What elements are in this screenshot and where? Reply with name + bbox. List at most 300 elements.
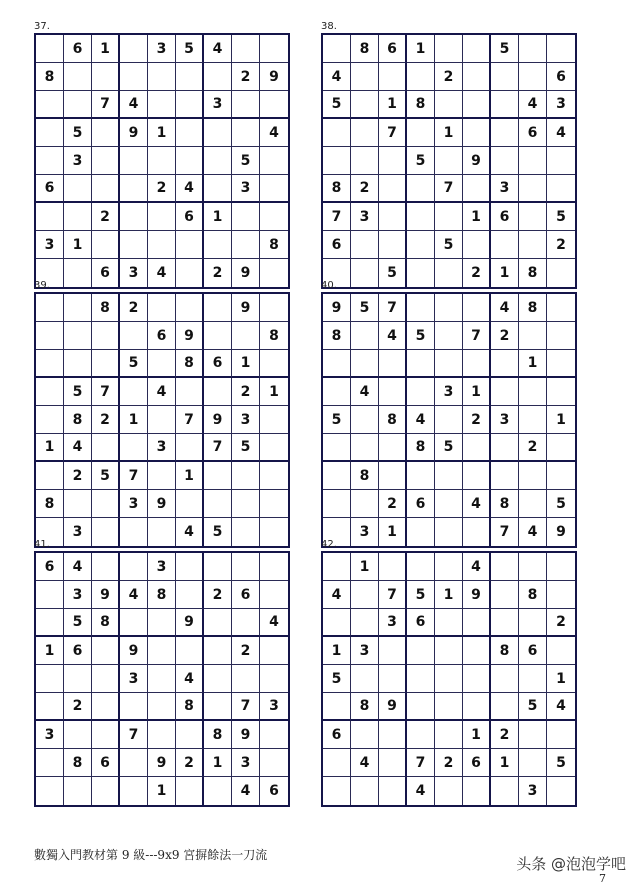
sudoku-cell: 1 bbox=[232, 350, 260, 378]
sudoku-cell bbox=[491, 609, 519, 637]
sudoku-cell bbox=[204, 294, 232, 322]
sudoku-cell: 3 bbox=[148, 553, 176, 581]
sudoku-cell bbox=[204, 777, 232, 805]
sudoku-cell bbox=[351, 63, 379, 91]
sudoku-cell bbox=[519, 231, 547, 259]
sudoku-cell: 6 bbox=[547, 63, 575, 91]
sudoku-cell bbox=[379, 378, 407, 406]
sudoku-cell bbox=[351, 777, 379, 805]
sudoku-cell bbox=[232, 322, 260, 350]
sudoku-cell: 2 bbox=[519, 434, 547, 462]
sudoku-cell bbox=[120, 147, 148, 175]
puzzle-label: 37. bbox=[34, 21, 50, 32]
sudoku-cell bbox=[92, 777, 120, 805]
sudoku-cell bbox=[547, 553, 575, 581]
sudoku-cell bbox=[435, 294, 463, 322]
sudoku-cell bbox=[463, 175, 491, 203]
sudoku-cell bbox=[92, 490, 120, 518]
sudoku-cell: 5 bbox=[435, 231, 463, 259]
sudoku-cell: 4 bbox=[351, 378, 379, 406]
sudoku-cell: 9 bbox=[204, 406, 232, 434]
sudoku-cell bbox=[120, 175, 148, 203]
sudoku-cell bbox=[407, 175, 435, 203]
sudoku-cell bbox=[379, 175, 407, 203]
sudoku-cell: 8 bbox=[323, 175, 351, 203]
sudoku-cell bbox=[260, 462, 288, 490]
sudoku-cell: 8 bbox=[519, 294, 547, 322]
sudoku-cell bbox=[491, 231, 519, 259]
sudoku-cell: 9 bbox=[556, 524, 566, 540]
sudoku-cell bbox=[323, 749, 351, 777]
sudoku-cell bbox=[64, 175, 92, 203]
sudoku-cell: 5 bbox=[351, 294, 379, 322]
sudoku-cell bbox=[148, 609, 176, 637]
sudoku-cell: 5 bbox=[519, 693, 547, 721]
sudoku-cell bbox=[407, 553, 435, 581]
sudoku-cell bbox=[232, 490, 260, 518]
sudoku-cell: 6 bbox=[379, 35, 407, 63]
sudoku-cell bbox=[92, 665, 120, 693]
sudoku-cell: 4 bbox=[491, 294, 519, 322]
sudoku-cell: 9 bbox=[176, 322, 204, 350]
sudoku-cell: 6 bbox=[519, 119, 547, 147]
sudoku-grid bbox=[34, 551, 290, 807]
sudoku-cell bbox=[323, 35, 351, 63]
sudoku-cell: 2 bbox=[148, 175, 176, 203]
sudoku-cell bbox=[36, 147, 64, 175]
sudoku-cell: 9 bbox=[232, 259, 260, 287]
sudoku-cell bbox=[491, 462, 519, 490]
sudoku-cell bbox=[92, 637, 120, 665]
sudoku-cell bbox=[64, 350, 92, 378]
sudoku-cell: 6 bbox=[463, 749, 491, 777]
sudoku-cell bbox=[519, 609, 547, 637]
sudoku-cell bbox=[148, 63, 176, 91]
sudoku-cell bbox=[176, 637, 204, 665]
sudoku-cell bbox=[148, 147, 176, 175]
sudoku-cell bbox=[323, 490, 351, 518]
sudoku-cell: 3 bbox=[435, 378, 463, 406]
sudoku-cell: 8 bbox=[351, 35, 379, 63]
puzzle-label: 40. bbox=[321, 280, 337, 291]
sudoku-cell bbox=[120, 203, 148, 231]
sudoku-cell bbox=[379, 350, 407, 378]
sudoku-cell: 1 bbox=[64, 231, 92, 259]
sudoku-cell bbox=[463, 350, 491, 378]
sudoku-cell bbox=[407, 119, 435, 147]
sudoku-cell bbox=[435, 259, 463, 287]
sudoku-cell bbox=[260, 749, 288, 777]
sudoku-cell bbox=[379, 462, 407, 490]
sudoku-cell bbox=[64, 721, 92, 749]
sudoku-cell bbox=[260, 665, 288, 693]
sudoku-cell: 4 bbox=[232, 777, 260, 805]
sudoku-cell bbox=[435, 665, 463, 693]
sudoku-cell: 8 bbox=[36, 63, 64, 91]
sudoku-cell bbox=[463, 231, 491, 259]
sudoku-cell: 5 bbox=[491, 35, 519, 63]
sudoku-cell bbox=[176, 231, 204, 259]
sudoku-cell bbox=[351, 231, 379, 259]
sudoku-cell bbox=[435, 406, 463, 434]
sudoku-cell bbox=[519, 490, 547, 518]
sudoku-cell bbox=[260, 294, 288, 322]
sudoku-cell bbox=[435, 203, 463, 231]
sudoku-cell bbox=[232, 35, 260, 63]
sudoku-cell bbox=[176, 777, 204, 805]
sudoku-cell: 8 bbox=[260, 231, 288, 259]
sudoku-cell bbox=[463, 777, 491, 805]
sudoku-cell bbox=[260, 553, 288, 581]
sudoku-cell: 4 bbox=[120, 581, 148, 609]
sudoku-cell bbox=[407, 203, 435, 231]
sudoku-cell: 8 bbox=[407, 434, 435, 462]
sudoku-cell: 8 bbox=[323, 322, 351, 350]
sudoku-cell bbox=[491, 665, 519, 693]
sudoku-cell bbox=[323, 693, 351, 721]
sudoku-cell: 1 bbox=[463, 721, 491, 749]
sudoku-cell bbox=[351, 91, 379, 119]
sudoku-cell: 7 bbox=[379, 119, 407, 147]
sudoku-cell bbox=[92, 434, 120, 462]
puzzle-label: 39. bbox=[34, 280, 50, 291]
sudoku-cell bbox=[351, 259, 379, 287]
sudoku-cell bbox=[204, 231, 232, 259]
sudoku-cell: 4 bbox=[463, 490, 491, 518]
sudoku-cell bbox=[148, 721, 176, 749]
sudoku-cell bbox=[463, 609, 491, 637]
sudoku-cell bbox=[407, 231, 435, 259]
sudoku-cell bbox=[407, 63, 435, 91]
sudoku-cell bbox=[323, 462, 351, 490]
sudoku-cell: 5 bbox=[547, 203, 575, 231]
sudoku-cell bbox=[232, 609, 260, 637]
sudoku-cell: 8 bbox=[176, 350, 204, 378]
sudoku-cell: 9 bbox=[176, 609, 204, 637]
sudoku-cell: 8 bbox=[204, 721, 232, 749]
sudoku-cell: 4 bbox=[204, 35, 232, 63]
sudoku-cell bbox=[519, 721, 547, 749]
sudoku-cell: 3 bbox=[232, 175, 260, 203]
sudoku-cell bbox=[435, 518, 463, 546]
sudoku-cell bbox=[36, 203, 64, 231]
sudoku-cell: 4 bbox=[379, 322, 407, 350]
sudoku-cell bbox=[519, 203, 547, 231]
sudoku-cell: 2 bbox=[204, 581, 232, 609]
sudoku-cell: 6 bbox=[148, 322, 176, 350]
sudoku-cell bbox=[491, 434, 519, 462]
sudoku-cell: 5 bbox=[435, 434, 463, 462]
sudoku-cell: 1 bbox=[435, 581, 463, 609]
sudoku-cell: 7 bbox=[204, 434, 232, 462]
sudoku-cell bbox=[351, 322, 379, 350]
sudoku-cell bbox=[435, 350, 463, 378]
sudoku-cell bbox=[407, 518, 435, 546]
sudoku-grid bbox=[321, 292, 577, 548]
sudoku-cell: 4 bbox=[519, 518, 547, 546]
sudoku-cell bbox=[519, 175, 547, 203]
sudoku-cell bbox=[323, 777, 351, 805]
sudoku-cell: 9 bbox=[463, 581, 491, 609]
sudoku-cell bbox=[232, 231, 260, 259]
sudoku-cell bbox=[64, 490, 92, 518]
sudoku-cell: 6 bbox=[64, 637, 92, 665]
sudoku-cell: 4 bbox=[547, 119, 575, 147]
sudoku-cell bbox=[323, 119, 351, 147]
sudoku-cell bbox=[64, 294, 92, 322]
sudoku-cell: 4 bbox=[64, 434, 92, 462]
sudoku-cell: 6 bbox=[519, 637, 547, 665]
sudoku-cell: 3 bbox=[351, 637, 379, 665]
sudoku-cell bbox=[120, 322, 148, 350]
sudoku-cell bbox=[463, 693, 491, 721]
sudoku-cell bbox=[407, 350, 435, 378]
sudoku-cell bbox=[64, 63, 92, 91]
sudoku-cell: 5 bbox=[92, 462, 120, 490]
sudoku-cell: 4 bbox=[148, 259, 176, 287]
page-number: 7 bbox=[599, 872, 606, 885]
sudoku-cell bbox=[519, 749, 547, 777]
sudoku-cell: 8 bbox=[64, 406, 92, 434]
sudoku-cell bbox=[463, 91, 491, 119]
sudoku-cell: 1 bbox=[379, 91, 407, 119]
sudoku-cell: 8 bbox=[176, 693, 204, 721]
sudoku-cell bbox=[36, 665, 64, 693]
sudoku-cell bbox=[323, 378, 351, 406]
sudoku-cell bbox=[204, 637, 232, 665]
sudoku-cell: 9 bbox=[232, 294, 260, 322]
sudoku-cell: 5 bbox=[204, 518, 232, 546]
sudoku-cell: 5 bbox=[323, 406, 351, 434]
sudoku-cell: 7 bbox=[491, 518, 519, 546]
sudoku-cell bbox=[547, 35, 575, 63]
sudoku-cell bbox=[351, 581, 379, 609]
sudoku-cell bbox=[232, 91, 260, 119]
sudoku-cell bbox=[64, 322, 92, 350]
sudoku-cell: 4 bbox=[64, 553, 92, 581]
watermark: 头条 @泡泡学吧 bbox=[516, 855, 626, 873]
sudoku-cell: 2 bbox=[92, 406, 120, 434]
sudoku-cell: 9 bbox=[148, 490, 176, 518]
sudoku-cell bbox=[176, 147, 204, 175]
sudoku-cell: 9 bbox=[120, 637, 148, 665]
sudoku-cell: 8 bbox=[92, 294, 120, 322]
sudoku-cell: 1 bbox=[148, 119, 176, 147]
sudoku-cell: 9 bbox=[120, 119, 148, 147]
sudoku-cell bbox=[351, 434, 379, 462]
sudoku-cell: 7 bbox=[407, 749, 435, 777]
sudoku-cell bbox=[176, 434, 204, 462]
sudoku-cell: 8 bbox=[64, 749, 92, 777]
sudoku-cell bbox=[260, 490, 288, 518]
sudoku-cell bbox=[148, 637, 176, 665]
sudoku-cell bbox=[120, 553, 148, 581]
sudoku-cell bbox=[407, 259, 435, 287]
sudoku-cell bbox=[120, 434, 148, 462]
sudoku-cell: 5 bbox=[323, 91, 351, 119]
sudoku-cell bbox=[260, 721, 288, 749]
sudoku-cell: 2 bbox=[120, 294, 148, 322]
sudoku-cell: 6 bbox=[36, 553, 64, 581]
sudoku-cell: 3 bbox=[547, 91, 575, 119]
sudoku-cell: 3 bbox=[64, 581, 92, 609]
sudoku-cell bbox=[176, 490, 204, 518]
sudoku-cell bbox=[491, 147, 519, 175]
sudoku-cell: 5 bbox=[64, 378, 92, 406]
sudoku-cell: 1 bbox=[36, 434, 64, 462]
sudoku-cell bbox=[463, 518, 491, 546]
sudoku-cell: 3 bbox=[491, 175, 519, 203]
sudoku-cell bbox=[547, 259, 575, 287]
sudoku-cell: 1 bbox=[379, 518, 407, 546]
sudoku-cell bbox=[36, 91, 64, 119]
sudoku-cell: 2 bbox=[351, 175, 379, 203]
sudoku-cell bbox=[204, 490, 232, 518]
sudoku-cell bbox=[379, 665, 407, 693]
sudoku-cell bbox=[260, 637, 288, 665]
sudoku-cell: 2 bbox=[92, 203, 120, 231]
sudoku-cell bbox=[92, 175, 120, 203]
sudoku-cell: 3 bbox=[491, 406, 519, 434]
sudoku-cell bbox=[547, 378, 575, 406]
sudoku-cell bbox=[92, 63, 120, 91]
sudoku-cell: 5 bbox=[407, 322, 435, 350]
sudoku-cell: 2 bbox=[547, 231, 575, 259]
sudoku-cell bbox=[379, 777, 407, 805]
sudoku-cell bbox=[148, 518, 176, 546]
sudoku-cell bbox=[36, 462, 64, 490]
sudoku-cell bbox=[435, 721, 463, 749]
sudoku-cell bbox=[547, 777, 575, 805]
sudoku-cell: 6 bbox=[269, 783, 279, 799]
sudoku-cell: 9 bbox=[92, 581, 120, 609]
sudoku-cell bbox=[176, 581, 204, 609]
sudoku-cell: 4 bbox=[407, 777, 435, 805]
sudoku-cell: 3 bbox=[36, 231, 64, 259]
sudoku-cell bbox=[36, 693, 64, 721]
sudoku-cell bbox=[435, 490, 463, 518]
sudoku-cell bbox=[232, 462, 260, 490]
sudoku-cell: 2 bbox=[232, 637, 260, 665]
sudoku-cell bbox=[36, 777, 64, 805]
sudoku-cell bbox=[519, 462, 547, 490]
sudoku-cell: 9 bbox=[232, 721, 260, 749]
sudoku-cell: 6 bbox=[204, 350, 232, 378]
sudoku-cell bbox=[64, 259, 92, 287]
sudoku-cell: 9 bbox=[463, 147, 491, 175]
sudoku-cell bbox=[204, 462, 232, 490]
sudoku-cell: 5 bbox=[379, 259, 407, 287]
sudoku-cell bbox=[260, 350, 288, 378]
sudoku-cell bbox=[204, 119, 232, 147]
sudoku-cell: 9 bbox=[260, 63, 288, 91]
sudoku-cell: 4 bbox=[463, 553, 491, 581]
sudoku-cell: 6 bbox=[491, 203, 519, 231]
sudoku-cell: 6 bbox=[36, 175, 64, 203]
sudoku-cell: 1 bbox=[407, 35, 435, 63]
sudoku-cell bbox=[204, 609, 232, 637]
sudoku-cell bbox=[232, 203, 260, 231]
sudoku-cell bbox=[176, 553, 204, 581]
sudoku-cell: 3 bbox=[148, 35, 176, 63]
sudoku-cell bbox=[260, 175, 288, 203]
sudoku-cell bbox=[407, 721, 435, 749]
sudoku-cell bbox=[379, 434, 407, 462]
sudoku-cell bbox=[491, 553, 519, 581]
sudoku-cell bbox=[547, 294, 575, 322]
sudoku-cell bbox=[36, 350, 64, 378]
sudoku-cell bbox=[323, 147, 351, 175]
sudoku-cell bbox=[148, 350, 176, 378]
sudoku-cell: 5 bbox=[120, 350, 148, 378]
sudoku-cell bbox=[323, 350, 351, 378]
sudoku-cell bbox=[407, 378, 435, 406]
sudoku-cell bbox=[435, 322, 463, 350]
sudoku-cell bbox=[351, 119, 379, 147]
sudoku-cell bbox=[491, 350, 519, 378]
sudoku-cell: 4 bbox=[176, 665, 204, 693]
sudoku-cell bbox=[36, 406, 64, 434]
sudoku-cell: 4 bbox=[407, 406, 435, 434]
sudoku-cell bbox=[92, 322, 120, 350]
sudoku-cell: 3 bbox=[64, 147, 92, 175]
sudoku-cell bbox=[379, 637, 407, 665]
sudoku-cell: 2 bbox=[379, 490, 407, 518]
sudoku-cell: 2 bbox=[64, 693, 92, 721]
sudoku-cell bbox=[435, 91, 463, 119]
sudoku-cell bbox=[36, 378, 64, 406]
sudoku-cell bbox=[120, 35, 148, 63]
sudoku-cell bbox=[379, 147, 407, 175]
sudoku-cell: 1 bbox=[463, 203, 491, 231]
sudoku-cell bbox=[260, 518, 288, 546]
sudoku-cell bbox=[176, 721, 204, 749]
sudoku-cell: 2 bbox=[176, 749, 204, 777]
sudoku-cell bbox=[379, 749, 407, 777]
sudoku-cell bbox=[92, 231, 120, 259]
puzzle-label: 38. bbox=[321, 21, 337, 32]
sudoku-cell bbox=[519, 322, 547, 350]
sudoku-cell bbox=[148, 693, 176, 721]
sudoku-cell: 1 bbox=[92, 35, 120, 63]
sudoku-cell: 8 bbox=[351, 462, 379, 490]
sudoku-cell: 5 bbox=[547, 490, 575, 518]
sudoku-grid bbox=[34, 33, 290, 289]
puzzle-label: 41. bbox=[34, 539, 50, 550]
sudoku-cell bbox=[491, 91, 519, 119]
sudoku-cell bbox=[519, 665, 547, 693]
sudoku-cell bbox=[204, 693, 232, 721]
sudoku-cell: 2 bbox=[204, 259, 232, 287]
sudoku-cell: 8 bbox=[491, 490, 519, 518]
sudoku-cell bbox=[92, 553, 120, 581]
sudoku-cell bbox=[120, 518, 148, 546]
sudoku-cell: 2 bbox=[64, 462, 92, 490]
sudoku-cell bbox=[519, 553, 547, 581]
sudoku-cell bbox=[148, 665, 176, 693]
sudoku-cell bbox=[36, 119, 64, 147]
sudoku-cell: 7 bbox=[92, 378, 120, 406]
sudoku-cell bbox=[463, 665, 491, 693]
sudoku-cell: 2 bbox=[463, 406, 491, 434]
sudoku-cell: 4 bbox=[176, 175, 204, 203]
sudoku-cell: 7 bbox=[120, 721, 148, 749]
sudoku-cell: 7 bbox=[120, 462, 148, 490]
sudoku-cell bbox=[36, 35, 64, 63]
sudoku-cell bbox=[260, 203, 288, 231]
sudoku-cell: 7 bbox=[379, 581, 407, 609]
sudoku-cell bbox=[519, 406, 547, 434]
